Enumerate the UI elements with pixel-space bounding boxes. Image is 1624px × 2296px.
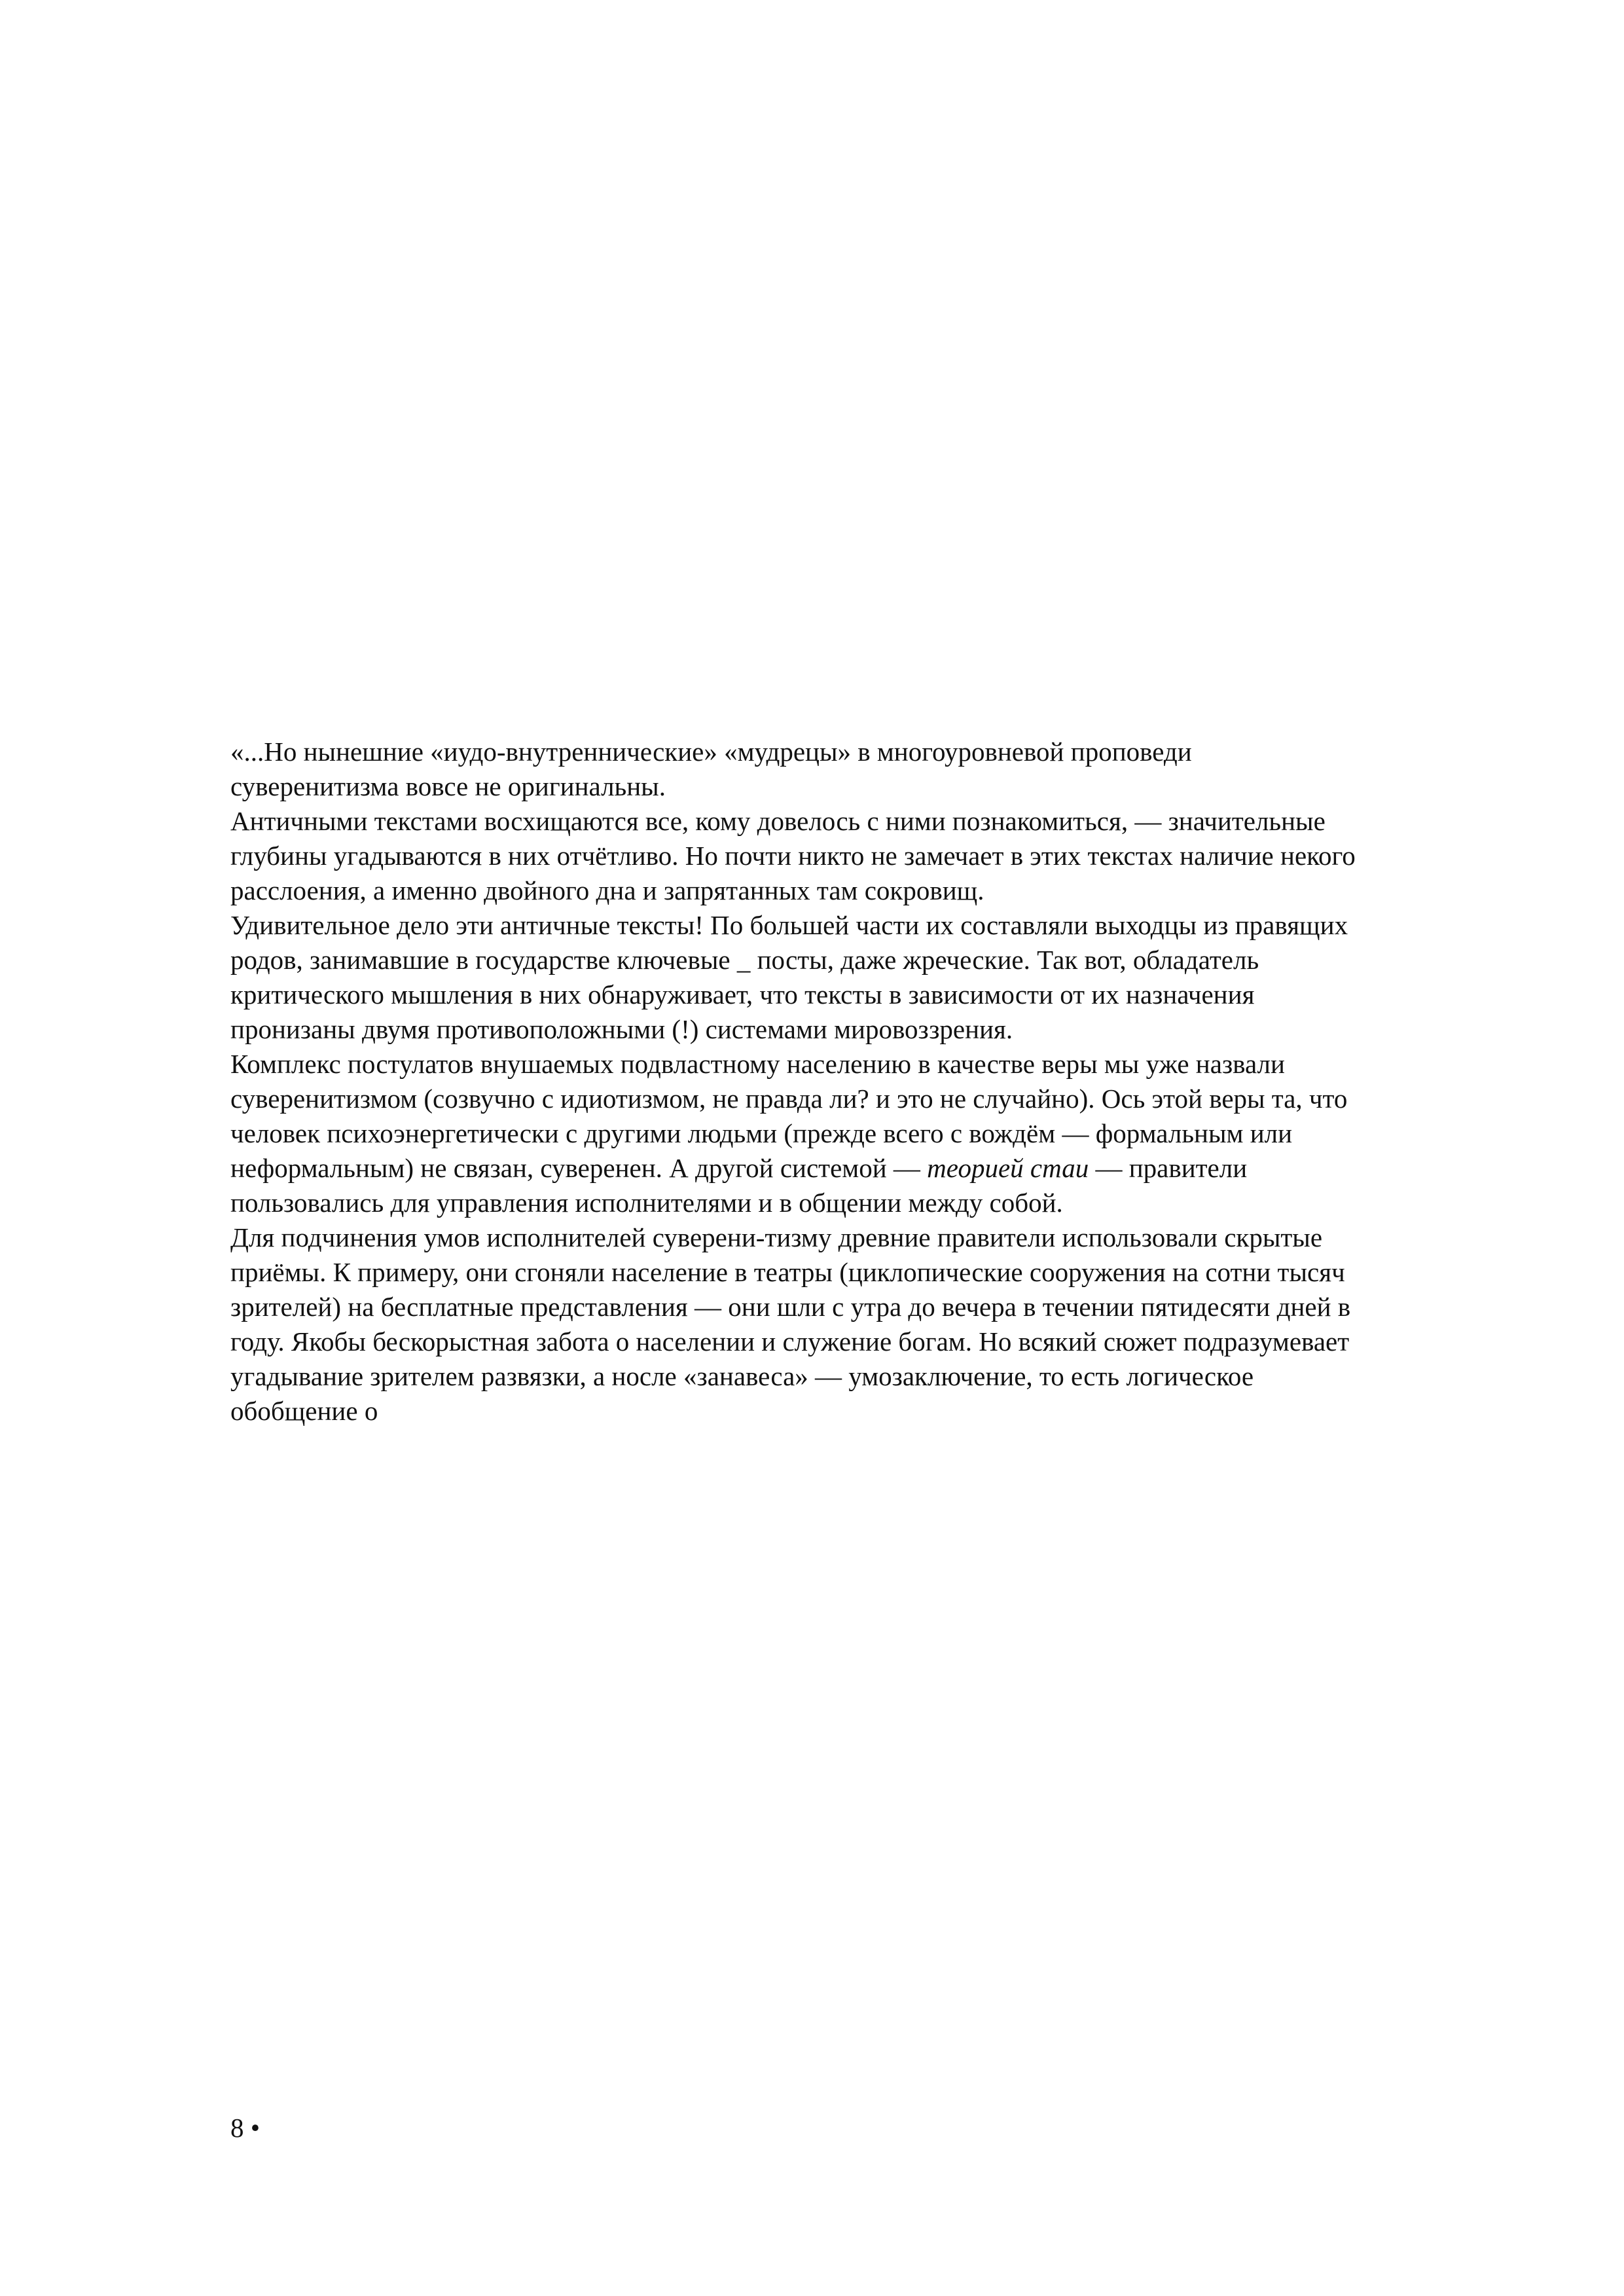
text-line: критического мышления в них обнаруживает, что тексты в зависимости от их назначения (230, 979, 1255, 1010)
text-line: пронизаны двумя противоположными (!) системами мировоззрения. (230, 1014, 1013, 1044)
italic-term: теорией стаи (927, 1153, 1089, 1183)
text-line: Для подчинения умов исполнителей суверени-тизму древние правители использовали скрытые (230, 1222, 1323, 1252)
body-text (230, 735, 1494, 1429)
text-line: Античными текстами восхищаются все, кому довелось с ними познакомиться, — значительные (230, 806, 1326, 836)
page-number: 8 • (230, 2113, 261, 2143)
text-segment: — правители (1089, 1153, 1248, 1183)
text-line: «...Но нынешние «иудо-внутреннические» «мудрецы» в многоуровневой проповеди (230, 737, 1192, 767)
text-line: Удивительное дело эти античные тексты! По большей части их составляли выходцы из правящих (230, 910, 1348, 940)
text-line: обобщение о (230, 1396, 378, 1426)
text-line: пользовались для управления исполнителями и в общении между собой. (230, 1188, 1063, 1218)
text-line: угадывание зрителем развязки, а нocле «занавеса» — умозаключение, то есть логическое (230, 1361, 1254, 1391)
text-line: расслоения, а именно двойного дна и запрятанных там сокровищ. (230, 875, 984, 905)
text-line: приёмы. К примеру, они сгоняли население в театры (циклопические сооружения на сотни тысяч (230, 1257, 1345, 1287)
text-line: человек психоэнергетически с другими людьми (прежде всего с вождём — формальным или (230, 1118, 1293, 1148)
text-line: родов, занимавшие в государстве ключевые _ посты, даже жреческие. Так вот, обладатель (230, 945, 1259, 975)
text-line: году. Якобы бескорыстная забота о населении и служение богам. Но всякий сюжет подразумевает (230, 1326, 1350, 1357)
text-line: суверенитизма вовсе не оригинальны. (230, 771, 666, 801)
text-segment: неформальным) не связан, суверенен. А другой системой — (230, 1153, 928, 1183)
text-line-with-italic (230, 1151, 1494, 1186)
text-line: глубины угадываются в них отчётливо. Но почти никто не замечает в этих текстах наличие некого (230, 841, 1356, 871)
text-line: Комплекс постулатов внушаемых подвластному населению в качестве веры мы уже назвали (230, 1049, 1285, 1079)
text-line: зрителей) на бесплатные представления — они шли с утра до вечера в течении пятидесяти дней в (230, 1292, 1351, 1322)
text-line: суверенитизмом (созвучно с идиотизмом, не правда ли? и это не случайно). Ось этой веры та, что (230, 1084, 1348, 1114)
